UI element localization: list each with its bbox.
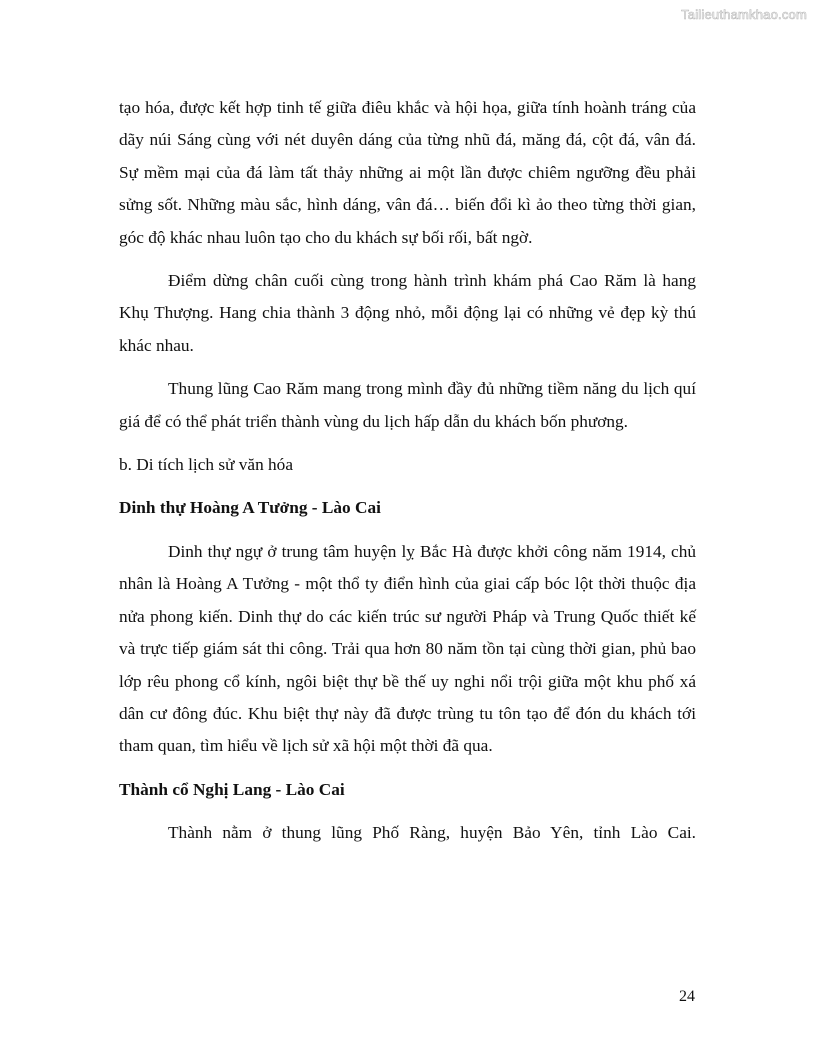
paragraph-cave-description: tạo hóa, được kết hợp tinh tế giữa điêu khắc và hội họa, giữa tính hoành tráng của dãy núi Sáng cùng với nét duyên dáng của từng nhũ đá, măng đá, cột đá, vân đá. Sự mềm mại của đá làm tất thảy những ai một lần được chiêm ngưỡng đều phải sửng sốt. Những màu sắc, hình dáng, vân đá… biến đổi kì ảo theo từng thời gian, góc độ khác nhau luôn tạo cho du khách sự bối rối, bất ngờ.: [119, 98, 696, 247]
heading-hoang-a-tuong-mansion: Dinh thự Hoàng A Tưởng - Lào Cai: [119, 498, 381, 518]
paragraph-hoang-a-tuong-mansion: Dinh thự ngự ở trung tâm huyện lỵ Bắc Hà được khởi công năm 1914, chủ nhân là Hoàng A Tưởng - một thổ ty điển hình của giai cấp bóc lột thời thuộc địa nửa phong kiến. Dinh thự do các kiến trúc sư người Pháp và Trung Quốc thiết kế và trực tiếp giám sát thi công. Trải qua hơn 80 năm tồn tại cùng thời gian, phủ bao lớp rêu phong cổ kính, ngôi biệt thự bề thế uy nghi nổi trội giữa một khu phố xá dân cư đông đúc. Khu biệt thự này đã được trùng tu tôn tạo để đón du khách tới tham quan, tìm hiểu về lịch sử xã hội một thời đã qua.: [119, 541, 696, 756]
page-number: 24: [679, 988, 695, 1005]
watermark-text: Tailieuthamkhao.com: [681, 7, 807, 22]
paragraph-nghi-lang-citadel: Thành nằm ở thung lũng Phố Ràng, huyện Bảo Yên, tỉnh Lào Cai.: [168, 823, 696, 843]
heading-nghi-lang-citadel: Thành cổ Nghị Lang - Lào Cai: [119, 779, 345, 799]
document-body: [119, 92, 696, 861]
paragraph-khu-thuong-cave: Điểm dừng chân cuối cùng trong hành trình khám phá Cao Răm là hang Khụ Thượng. Hang chia thành 3 động nhỏ, mỗi động lại có những vẻ đẹp kỳ thú khác nhau.: [119, 271, 696, 355]
paragraph-cao-ram-valley: Thung lũng Cao Răm mang trong mình đầy đủ những tiềm năng du lịch quí giá để có thể phát triển thành vùng du lịch hấp dẫn du khách bốn phương.: [119, 379, 696, 431]
section-heading-historical-sites: b. Di tích lịch sử văn hóa: [119, 455, 293, 475]
